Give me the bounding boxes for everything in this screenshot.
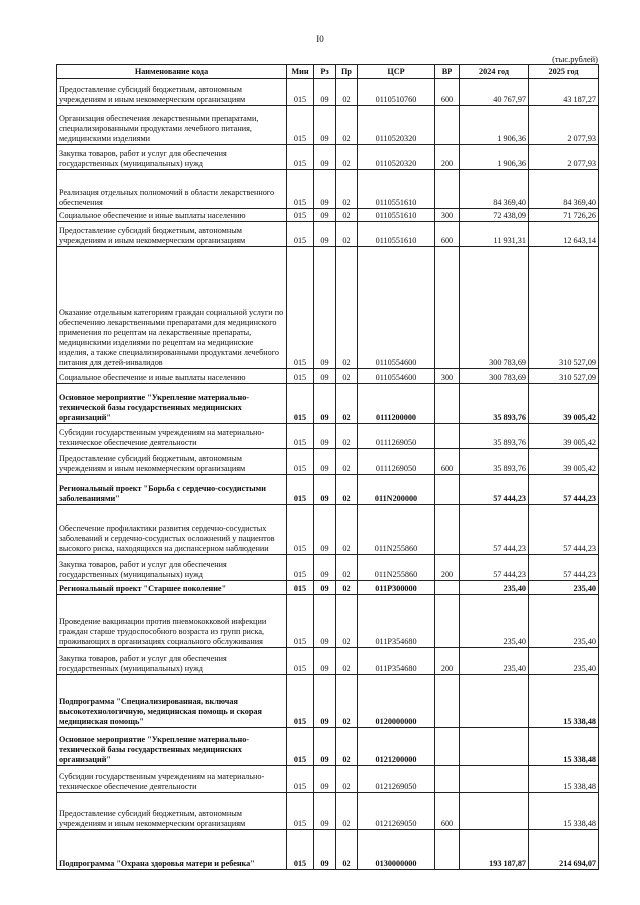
cell-min: 015 [287, 170, 314, 209]
cell-rz: 09 [314, 595, 336, 648]
cell-min: 015 [287, 369, 314, 384]
cell-y2025: 84 369,40 [529, 170, 599, 209]
cell-min: 015 [287, 209, 314, 222]
cell-pr: 02 [336, 424, 358, 449]
cell-vr [435, 675, 460, 728]
cell-pr: 02 [336, 222, 358, 247]
cell-csr: 0110551610 [358, 209, 435, 222]
cell-csr: 011P354680 [358, 648, 435, 675]
cell-name: Предоставление субсидий бюджетным, автономным учреждениям и иным некоммерческим организациям [57, 449, 287, 475]
cell-vr [435, 830, 460, 870]
cell-y2024: 57 444,23 [460, 475, 529, 505]
cell-name: Предоставление субсидий бюджетным, автономным учреждениям и иным некоммерческим организациям [57, 79, 287, 106]
cell-name: Основное мероприятие "Укрепление материально-технической базы государственных медицинских организаций" [57, 728, 287, 766]
cell-pr: 02 [336, 793, 358, 830]
cell-pr: 02 [336, 675, 358, 728]
cell-y2024: 1 906,36 [460, 145, 529, 170]
cell-name: Социальное обеспечение и иные выплаты населению [57, 369, 287, 384]
table-row [57, 555, 599, 581]
header-csr: ЦСР [358, 65, 435, 79]
cell-min: 015 [287, 145, 314, 170]
cell-y2024: 57 444,23 [460, 555, 529, 581]
cell-min: 015 [287, 555, 314, 581]
cell-min: 015 [287, 830, 314, 870]
cell-csr: 011N255860 [358, 505, 435, 555]
cell-y2025: 235,40 [529, 648, 599, 675]
cell-csr: 0110551610 [358, 222, 435, 247]
cell-csr: 0121269050 [358, 793, 435, 830]
cell-min: 015 [287, 728, 314, 766]
cell-min: 015 [287, 384, 314, 424]
cell-vr [435, 384, 460, 424]
cell-y2024: 300 783,69 [460, 247, 529, 369]
cell-csr: 0110554600 [358, 369, 435, 384]
cell-rz: 09 [314, 505, 336, 555]
cell-name: Реализация отдельных полномочий в области лекарственного обеспечения [57, 170, 287, 209]
cell-pr: 02 [336, 475, 358, 505]
cell-min: 015 [287, 581, 314, 595]
cell-name: Обеспечение профилактики развития сердечно-сосудистых заболеваний и сердечно-сосудистых осложнений у пациентов высокого риска, находящихся на диспансерном наблюдении [57, 505, 287, 555]
cell-name: Закупка товаров, работ и услуг для обеспечения государственных (муниципальных) нужд [57, 145, 287, 170]
cell-y2024: 40 767,97 [460, 79, 529, 106]
cell-pr: 02 [336, 384, 358, 424]
cell-pr: 02 [336, 247, 358, 369]
cell-name: Проведение вакцинации против пневмококковой инфекции граждан старше трудоспособного возраста из групп риска, проживающих в организациях социального обслуживания [57, 595, 287, 648]
cell-vr [435, 475, 460, 505]
cell-y2024: 1 906,36 [460, 106, 529, 145]
cell-vr: 600 [435, 793, 460, 830]
table-row [57, 247, 599, 369]
table-row [57, 145, 599, 170]
cell-csr: 0110520320 [358, 106, 435, 145]
cell-pr: 02 [336, 728, 358, 766]
table-row [57, 449, 599, 475]
cell-name: Региональный проект "Старшее поколение" [57, 581, 287, 595]
cell-min: 015 [287, 106, 314, 145]
cell-y2025: 57 444,23 [529, 555, 599, 581]
cell-csr: 0120000000 [358, 675, 435, 728]
cell-min: 015 [287, 475, 314, 505]
table-row [57, 209, 599, 222]
cell-vr: 600 [435, 449, 460, 475]
cell-min: 015 [287, 766, 314, 793]
table-row [57, 170, 599, 209]
cell-rz: 09 [314, 555, 336, 581]
cell-vr: 200 [435, 145, 460, 170]
cell-csr: 0121269050 [358, 766, 435, 793]
header-2025: 2025 год [529, 65, 599, 79]
cell-pr: 02 [336, 145, 358, 170]
table-row [57, 830, 599, 870]
cell-csr: 0130000000 [358, 830, 435, 870]
cell-y2025: 2 077,93 [529, 106, 599, 145]
cell-name: Оказание отдельным категориям граждан социальной услуги по обеспечению лекарственными препаратами для медицинского применения по рецептам на лекарственные препараты, медицинскими изделиями по рецептам на медицинские изделия, а также специализированными продуктами лечебного питания для детей-инвалидов [57, 247, 287, 369]
units-label: (тыс.рублей) [552, 54, 598, 64]
cell-y2025: 235,40 [529, 595, 599, 648]
table-row [57, 222, 599, 247]
table-row [57, 728, 599, 766]
cell-pr: 02 [336, 106, 358, 145]
cell-y2025: 15 338,48 [529, 675, 599, 728]
cell-y2024: 35 893,76 [460, 449, 529, 475]
header-2024: 2024 год [460, 65, 529, 79]
cell-vr [435, 505, 460, 555]
cell-y2025: 57 444,23 [529, 505, 599, 555]
cell-csr: 0111269050 [358, 424, 435, 449]
cell-rz: 09 [314, 247, 336, 369]
cell-vr: 600 [435, 222, 460, 247]
table-row [57, 106, 599, 145]
cell-rz: 09 [314, 384, 336, 424]
cell-csr: 0121200000 [358, 728, 435, 766]
cell-y2024 [460, 675, 529, 728]
budget-table [56, 64, 599, 870]
cell-vr: 200 [435, 648, 460, 675]
cell-csr: 011P300000 [358, 581, 435, 595]
cell-y2024: 300 783,69 [460, 369, 529, 384]
cell-rz: 09 [314, 222, 336, 247]
table-row [57, 675, 599, 728]
cell-y2025: 43 187,27 [529, 79, 599, 106]
cell-vr [435, 766, 460, 793]
cell-y2024: 35 893,76 [460, 384, 529, 424]
cell-y2024: 235,40 [460, 595, 529, 648]
cell-vr: 300 [435, 369, 460, 384]
cell-vr [435, 728, 460, 766]
cell-min: 015 [287, 247, 314, 369]
cell-csr: 0110554600 [358, 247, 435, 369]
cell-min: 015 [287, 424, 314, 449]
cell-rz: 09 [314, 369, 336, 384]
cell-rz: 09 [314, 424, 336, 449]
cell-vr [435, 106, 460, 145]
table-row [57, 79, 599, 106]
table-row [57, 369, 599, 384]
cell-pr: 02 [336, 79, 358, 106]
cell-pr: 02 [336, 595, 358, 648]
cell-name: Социальное обеспечение и иные выплаты населению [57, 209, 287, 222]
cell-y2025: 39 005,42 [529, 424, 599, 449]
table-row [57, 424, 599, 449]
cell-pr: 02 [336, 505, 358, 555]
cell-y2024: 57 444,23 [460, 505, 529, 555]
cell-vr [435, 170, 460, 209]
cell-csr: 0110510760 [358, 79, 435, 106]
cell-pr: 02 [336, 766, 358, 793]
cell-rz: 09 [314, 581, 336, 595]
cell-vr: 300 [435, 209, 460, 222]
cell-pr: 02 [336, 830, 358, 870]
cell-name: Организация обеспечения лекарственными препаратами, специализированными продуктами лечебного питания, медицинскими изделиями [57, 106, 287, 145]
cell-name: Предоставление субсидий бюджетным, автономным учреждениям и иным некоммерческим организациям [57, 793, 287, 830]
cell-y2024: 72 438,09 [460, 209, 529, 222]
cell-min: 015 [287, 449, 314, 475]
cell-y2025: 235,40 [529, 581, 599, 595]
cell-y2024: 235,40 [460, 581, 529, 595]
cell-csr: 0110551610 [358, 170, 435, 209]
cell-min: 015 [287, 648, 314, 675]
cell-name: Региональный проект "Борьба с сердечно-сосудистыми заболеваниями" [57, 475, 287, 505]
cell-csr: 0110520320 [358, 145, 435, 170]
cell-y2025: 15 338,48 [529, 728, 599, 766]
cell-rz: 09 [314, 830, 336, 870]
cell-csr: 011P354680 [358, 595, 435, 648]
cell-csr: 011N200000 [358, 475, 435, 505]
cell-pr: 02 [336, 648, 358, 675]
cell-y2025: 12 643,14 [529, 222, 599, 247]
cell-y2025: 57 444,23 [529, 475, 599, 505]
table-row [57, 384, 599, 424]
cell-y2024: 193 187,87 [460, 830, 529, 870]
cell-vr [435, 595, 460, 648]
cell-min: 015 [287, 222, 314, 247]
table-row [57, 648, 599, 675]
table-row [57, 581, 599, 595]
cell-rz: 09 [314, 648, 336, 675]
cell-pr: 02 [336, 555, 358, 581]
header-vr: ВР [435, 65, 460, 79]
header-rz: Рз [314, 65, 336, 79]
header-min: Мин [287, 65, 314, 79]
table-row [57, 595, 599, 648]
cell-name: Субсидии государственным учреждениям на материально-техническое обеспечение деятельности [57, 766, 287, 793]
cell-csr: 0111200000 [358, 384, 435, 424]
cell-rz: 09 [314, 475, 336, 505]
cell-y2024: 11 931,31 [460, 222, 529, 247]
cell-y2025: 71 726,26 [529, 209, 599, 222]
cell-y2025: 2 077,93 [529, 145, 599, 170]
cell-name: Субсидии государственным учреждениям на материально-техническое обеспечение деятельности [57, 424, 287, 449]
cell-rz: 09 [314, 449, 336, 475]
table-row [57, 505, 599, 555]
cell-y2024: 235,40 [460, 648, 529, 675]
cell-y2025: 310 527,09 [529, 247, 599, 369]
cell-min: 015 [287, 79, 314, 106]
cell-rz: 09 [314, 170, 336, 209]
cell-y2025: 39 005,42 [529, 449, 599, 475]
table-row [57, 766, 599, 793]
cell-rz: 09 [314, 728, 336, 766]
table-row [57, 475, 599, 505]
cell-name: Подпрограмма "Охрана здоровья матери и ребенка" [57, 830, 287, 870]
cell-csr: 011N255860 [358, 555, 435, 581]
cell-rz: 09 [314, 766, 336, 793]
cell-y2025: 214 694,07 [529, 830, 599, 870]
cell-vr [435, 581, 460, 595]
cell-vr: 200 [435, 555, 460, 581]
header-name: Наименование кода [57, 65, 287, 79]
cell-csr: 0111269050 [358, 449, 435, 475]
cell-min: 015 [287, 595, 314, 648]
cell-y2024 [460, 728, 529, 766]
cell-min: 015 [287, 793, 314, 830]
table-body [57, 79, 599, 870]
cell-name: Предоставление субсидий бюджетным, автономным учреждениям и иным некоммерческим организациям [57, 222, 287, 247]
cell-name: Основное мероприятие "Укрепление материально-технической базы государственных медицинских организаций" [57, 384, 287, 424]
cell-rz: 09 [314, 106, 336, 145]
cell-min: 015 [287, 675, 314, 728]
cell-y2025: 15 338,48 [529, 766, 599, 793]
cell-rz: 09 [314, 79, 336, 106]
cell-rz: 09 [314, 209, 336, 222]
cell-y2025: 39 005,42 [529, 384, 599, 424]
cell-y2024: 35 893,76 [460, 424, 529, 449]
cell-y2024 [460, 766, 529, 793]
cell-pr: 02 [336, 209, 358, 222]
cell-vr: 600 [435, 79, 460, 106]
cell-name: Подпрограмма "Специализированная, включая высокотехнологичную, медицинская помощь и скорая медицинская помощь" [57, 675, 287, 728]
table-row [57, 793, 599, 830]
cell-pr: 02 [336, 581, 358, 595]
cell-rz: 09 [314, 793, 336, 830]
cell-pr: 02 [336, 369, 358, 384]
cell-y2024: 84 369,40 [460, 170, 529, 209]
cell-pr: 02 [336, 449, 358, 475]
cell-y2025: 310 527,09 [529, 369, 599, 384]
cell-vr [435, 247, 460, 369]
cell-min: 015 [287, 505, 314, 555]
cell-y2025: 15 338,48 [529, 793, 599, 830]
cell-vr [435, 424, 460, 449]
page-number: I0 [316, 34, 324, 44]
cell-y2024 [460, 793, 529, 830]
cell-name: Закупка товаров, работ и услуг для обеспечения государственных (муниципальных) нужд [57, 555, 287, 581]
cell-rz: 09 [314, 675, 336, 728]
cell-name: Закупка товаров, работ и услуг для обеспечения государственных (муниципальных) нужд [57, 648, 287, 675]
cell-pr: 02 [336, 170, 358, 209]
cell-rz: 09 [314, 145, 336, 170]
header-pr: Пр [336, 65, 358, 79]
header-row [57, 65, 599, 79]
